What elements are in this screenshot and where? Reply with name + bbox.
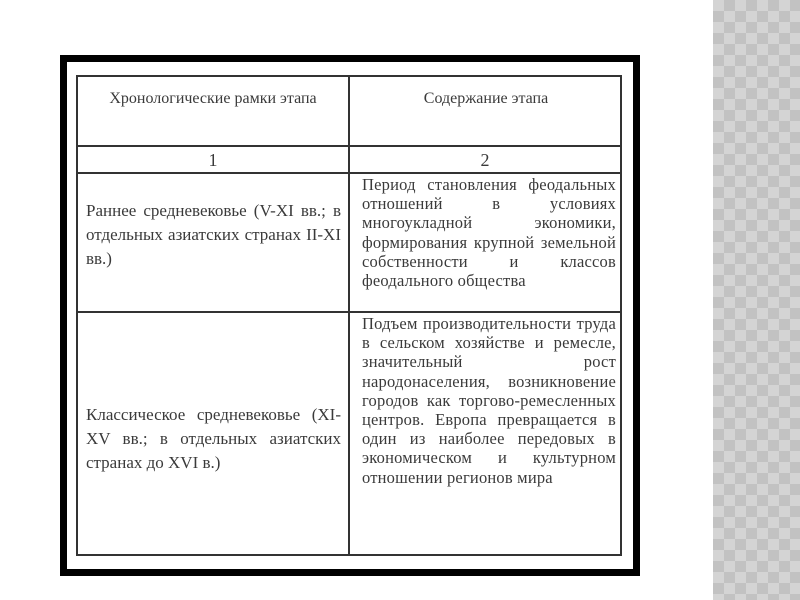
row-divider <box>78 311 620 313</box>
period-classic-middle-ages: Классическое средневековье (XI-XV вв.; в отдельных азиатских странах до XVI в.) <box>86 405 341 472</box>
decorative-sidebar-pattern <box>713 0 800 600</box>
header-chronology: Хронологические рамки этапа <box>109 90 317 107</box>
content-early-middle-ages: Период становления феодальных отношений в условиях многоукладной экономики, формирования крупной земельной собственности и классов феодального общества <box>362 175 616 291</box>
column-number-1: 1 <box>208 150 218 170</box>
table-frame-inner <box>67 62 633 569</box>
table-frame <box>60 55 640 576</box>
content-classic-middle-ages: Подъем производительности труда в сельском хозяйстве и ремесле, значительный рост народонаселения, возникновение городов как торгово-ремесленных центров. Европа превращается в один из наиболее передовых в экономическом и культурном отношении регионов мира <box>362 314 616 487</box>
column-number-2: 2 <box>480 150 490 170</box>
periodization-table <box>76 75 622 556</box>
period-early-middle-ages: Раннее средневековье (V-XI вв.; в отдельных азиатских странах II-XI вв.) <box>86 201 341 268</box>
header-content: Содержание этапа <box>423 90 549 107</box>
